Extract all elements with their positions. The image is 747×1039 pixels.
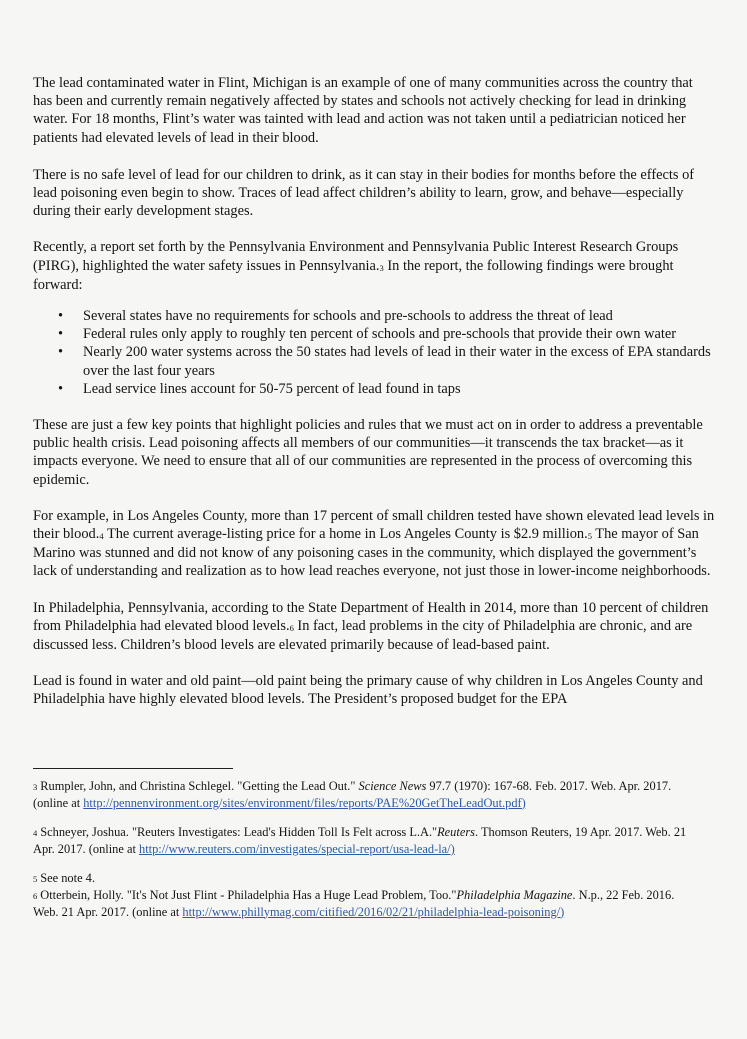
- paragraph-no-safe-level: [33, 166, 715, 221]
- paragraph-flint: [33, 74, 715, 147]
- list-item: [58, 307, 715, 325]
- footnote-3: [33, 779, 693, 811]
- paragraph-old-paint: [33, 672, 715, 708]
- paragraph-text: In Philadelphia, Pennsylvania, according to the State Department of Health in 2014, more than 10 percent of children from Philadelphia had elevated blood levels.: [33, 599, 709, 634]
- footnote-number: 5: [33, 874, 38, 885]
- paragraph-text: Lead is found in water and old paint—old paint being the primary cause of why children in Los Angeles County and Philadelphia have highly elevated blood levels. The President’s proposed budget for the EPA: [33, 673, 703, 708]
- paragraph-text: The mayor of San Marino was stunned and did not know of any poisoning cases in the community, which displayed the government’s lack of understanding and realization as to how lead reaches everyone, not just those in lower-income neighborhoods.: [33, 526, 711, 580]
- footnote-text: . Thomson Reuters, 19 Apr. 2017. Web. 21 Apr. 2017. (online at: [33, 825, 687, 856]
- footnote-text: Otterbein, Holly. "It's Not Just Flint - Philadelphia Has a Huge Lead Problem, Too.": [40, 887, 457, 902]
- bullet-icon: •: [58, 308, 64, 325]
- list-item: [58, 325, 715, 343]
- paragraph-philadelphia: [33, 599, 715, 655]
- paragraph-pirg-report: [33, 238, 715, 294]
- list-item: [58, 343, 715, 379]
- footnote-link[interactable]: http://www.reuters.com/investigates/special-report/usa-lead-la/): [139, 841, 455, 856]
- footnote-link[interactable]: http://pennenvironment.org/sites/environment/files/reports/PAE%20GetTheLeadOut.pdf): [83, 795, 526, 810]
- footnote-text: See note 4.: [40, 871, 95, 886]
- footnote-number: 4: [33, 828, 38, 839]
- footnote-ref: 5: [587, 531, 592, 542]
- bullet-icon: •: [58, 326, 64, 343]
- list-item-text: Nearly 200 water systems across the 50 states had levels of lead in their water in the excess of EPA standards over the last four years: [83, 344, 711, 379]
- footnote-ref: 4: [99, 531, 104, 542]
- footnote-divider: [33, 768, 233, 769]
- footnote-ref: 6: [289, 622, 294, 633]
- paragraph-text: Recently, a report set forth by the Pennsylvania Environment and Pennsylvania Public Interest Research Groups (PIRG), highlighted the water safety issues in Pennsylvania.: [33, 239, 679, 274]
- footnote-text: Schneyer, Joshua. "Reuters Investigates: Lead's Hidden Toll Is Felt across L.A.": [40, 825, 438, 840]
- paragraph-text: These are just a few key points that highlight policies and rules that we must act on in order to address a preventable public health crisis. Lead poisoning affects all members of our communities—it transcends the tax bracket—as it impacts everyone. We need to ensure that all of our communities are represented in the process of overcoming this epidemic.: [33, 417, 703, 488]
- footnote-journal: Reuters: [437, 825, 475, 840]
- findings-list: [33, 307, 715, 398]
- list-item-text: Several states have no requirements for schools and pre-schools to address the threat of lead: [83, 308, 613, 325]
- footnote-link[interactable]: http://www.phillymag.com/citified/2016/02/21/philadelphia-lead-poisoning/): [182, 904, 565, 919]
- paragraph-text: For example, in Los Angeles County, more than 17 percent of small children tested have shown elevated lead levels in their blood.: [33, 507, 715, 543]
- footnote-text: 97.7 (1970): 167-68. Feb. 2017. Web. Apr. 2017. (online at: [33, 779, 672, 810]
- footnote-5: [33, 871, 693, 888]
- footnote-number: 3: [33, 782, 38, 792]
- footnote-journal: Science News: [358, 779, 427, 793]
- footnote-6: [33, 888, 693, 920]
- paragraph-text: In fact, lead problems in the city of Philadelphia are chronic, and are discussed less. Children’s blood levels are elevated primarily because of lead-based paint.: [33, 617, 693, 654]
- footnote-number: 6: [33, 890, 38, 901]
- list-item-text: Federal rules only apply to roughly ten percent of schools and pre-schools that provide their own water: [83, 326, 677, 343]
- footnote-ref: 3: [379, 262, 384, 273]
- paragraph-text: The current average-listing price for a home in Los Angeles County is $2.9 million.: [103, 526, 588, 543]
- paragraph-text: The lead contaminated water in Flint, Michigan is an example of one of many communities across the country that has been and currently remain negatively affected by states and schools not actively checking for lead in drinking water. For 18 months, Flint’s water was tainted with lead and action was not taken until a pediatrician noticed her patients had elevated levels of lead in their blood.: [33, 75, 693, 146]
- bullet-icon: •: [58, 344, 64, 361]
- footnote-4: [33, 825, 693, 857]
- paragraph-los-angeles: [33, 507, 715, 581]
- footnote-journal: Philadelphia Magazine: [456, 887, 573, 902]
- paragraph-key-points: [33, 416, 715, 489]
- footnote-text: . N.p., 22 Feb. 2016. Web. 21 Apr. 2017. (online at: [33, 887, 675, 919]
- footnotes: [33, 779, 693, 934]
- footnote-text: Rumpler, John, and Christina Schlegel. "Getting the Lead Out.": [40, 779, 359, 793]
- bullet-icon: •: [58, 380, 64, 397]
- body-text: [33, 74, 715, 727]
- paragraph-text: There is no safe level of lead for our children to drink, as it can stay in their bodies for months before the effects of lead poisoning even begin to show. Traces of lead affect children’s ability to learn, grow, and behave—especially during their early development stages.: [33, 166, 695, 220]
- list-item-text: Lead service lines account for 50-75 percent of lead found in taps: [83, 380, 461, 397]
- list-item: [58, 380, 715, 398]
- paragraph-text: In the report, the following findings were brought forward:: [33, 257, 674, 293]
